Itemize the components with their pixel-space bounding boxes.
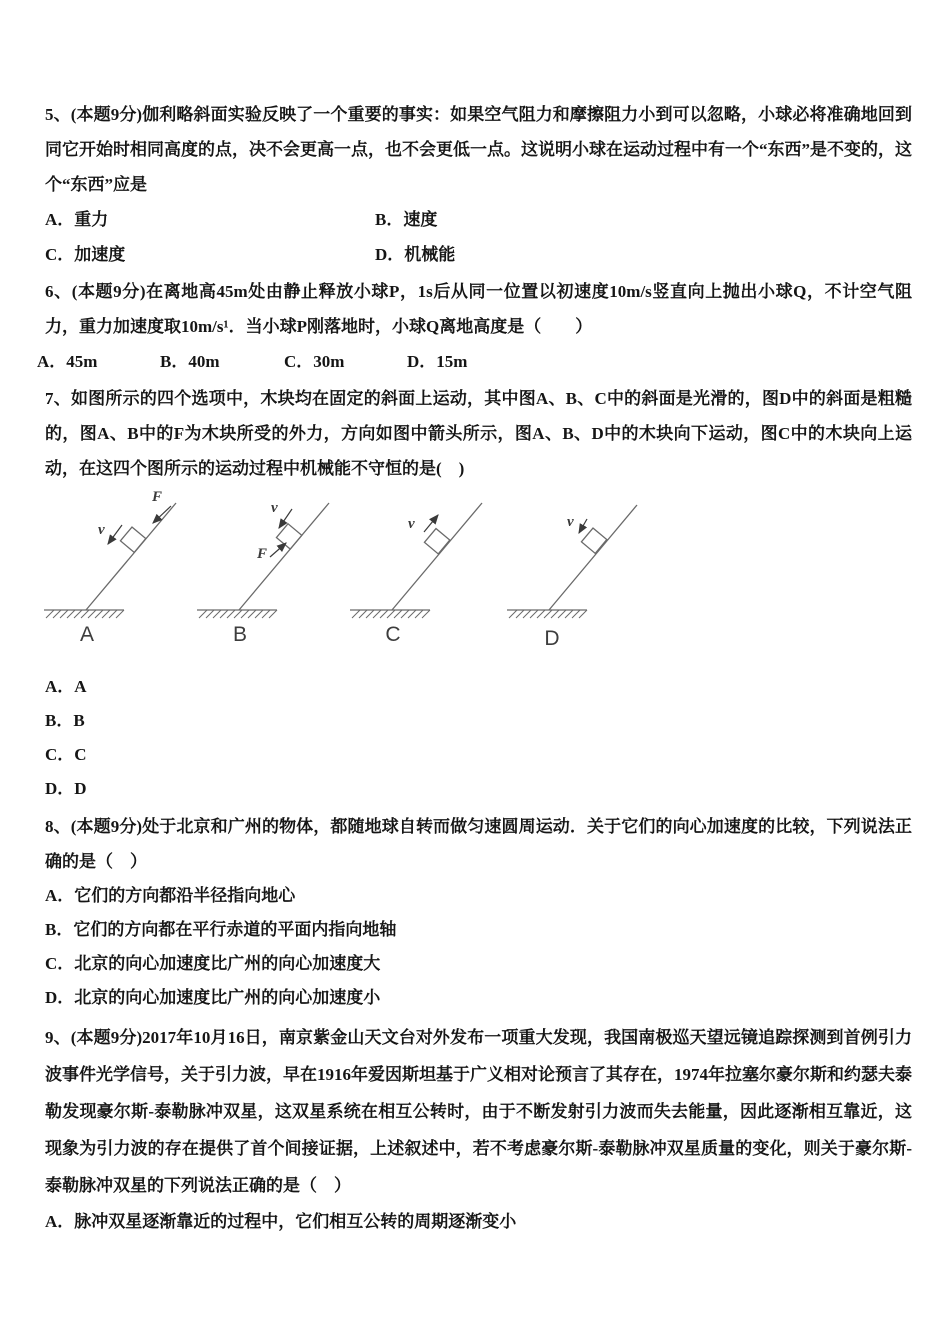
- question-8-option-c: C．北京的向心加速度比广州的向心加速度大: [45, 954, 381, 973]
- question-6: [37, 274, 912, 379]
- question-7-option-a: A．A: [45, 677, 87, 696]
- question-5-option-a: A．重力: [45, 210, 109, 229]
- question-8-option-b: B．它们的方向都在平行赤道的平面内指向地轴: [45, 920, 397, 939]
- question-7-option-d: D．D: [45, 779, 87, 798]
- question-8: [45, 809, 912, 1015]
- incline-diagram-b: [193, 487, 343, 652]
- incline-drawing-a: [40, 487, 190, 652]
- velocity-label-c: v: [408, 516, 415, 532]
- force-label-a: F: [152, 489, 163, 505]
- question-6-option-a: A．45m: [37, 352, 98, 371]
- incline-diagram-c: [346, 487, 496, 652]
- question-5-option-d: D．机械能: [375, 245, 456, 264]
- question-9: [45, 1019, 912, 1239]
- velocity-label-d: v: [567, 514, 574, 530]
- question-7-options: [45, 670, 912, 806]
- question-5-option-c: C．加速度: [45, 245, 126, 264]
- question-9-options: [45, 1204, 912, 1239]
- question-5-option-b: B．速度: [375, 210, 438, 229]
- question-9-stem: 9、(本题9分)2017年10月16日，南京紫金山天文台对外发布一项重大发现，我国南极巡天望远镜追踪探测到首例引力波事件光学信号，关于引力波，早在1916年爱因斯坦基于广义相对论预言了其存在，1974年拉塞尔豪尔斯和约瑟夫泰勒发现豪尔斯-泰勒脉冲双星，这双星系统在相互公转时，由于不断发射引力波而失去能量，因此逐渐相互靠近，这现象为引力波的存在提供了首个间接证据，上述叙述中，若不考虑豪尔斯-泰勒脉冲双星质量的变化，则关于豪尔斯-泰勒脉冲双星的下列说法正确的是（ ）: [45, 1028, 912, 1195]
- question-9-option-a: A．脉冲双星逐渐靠近的过程中，它们相互公转的周期逐渐变小: [45, 1212, 517, 1231]
- question-6-stem: 6、(本题9分)在离地高45m处由静止释放小球P，1s后从同一位置以初速度10m/s竖直向上抛出小球Q，不计空气阻力，重力加速度取10m/s¹．当小球P刚落地时，小球Q离地高度是（ ）: [45, 282, 912, 336]
- question-6-option-d: D．15m: [407, 352, 468, 371]
- question-6-option-c: C．30m: [284, 352, 345, 371]
- question-7-figure: [40, 487, 912, 652]
- question-8-option-d: D．北京的向心加速度比广州的向心加速度小: [45, 988, 381, 1007]
- question-7-stem: 7、如图所示的四个选项中，木块均在固定的斜面上运动，其中图A、B、C中的斜面是光滑的，图D中的斜面是粗糙的，图A、B中的F为木块所受的外力，方向如图中箭头所示，图A、B、D中的木块向下运动，图C中的木块向上运动，在这四个图所示的运动过程中机械能不守恒的是( ): [45, 389, 912, 478]
- question-7-option-c: C．C: [45, 745, 87, 764]
- question-6-option-b: B．40m: [160, 352, 220, 371]
- incline-diagram-a: [40, 487, 190, 652]
- question-8-stem: 8、(本题9分)处于北京和广州的物体，都随地球自转而做匀速圆周运动．关于它们的向心加速度的比较，下列说法正确的是（ ）: [45, 817, 912, 871]
- question-8-options: [45, 879, 912, 1015]
- incline-drawing-c: [346, 487, 496, 652]
- question-6-options: [37, 344, 912, 379]
- force-arrow-b: [270, 543, 286, 557]
- velocity-arrow-d: [579, 519, 587, 533]
- question-8-option-a: A．它们的方向都沿半径指向地心: [45, 886, 296, 905]
- incline-drawing-d: [499, 487, 649, 652]
- question-7-option-b: B．B: [45, 711, 85, 730]
- question-5: [45, 97, 912, 272]
- diagram-letter-d: D: [544, 627, 560, 650]
- incline-drawing-b: [193, 487, 343, 652]
- diagram-letter-a: A: [79, 623, 94, 646]
- question-5-stem: 5、(本题9分)伽利略斜面实验反映了一个重要的事实：如果空气阻力和摩擦阻力小到可以忽略，小球必将准确地回到同它开始时相同高度的点，决不会更高一点，也不会更低一点。这说明小球在运动过程中有一个“东西”是不变的，这个“东西”应是: [45, 105, 912, 194]
- diagram-letter-b: B: [232, 623, 247, 646]
- diagram-letter-c: C: [385, 623, 401, 646]
- question-7: [45, 381, 912, 806]
- question-5-options: [45, 202, 912, 272]
- velocity-label-a: v: [98, 522, 105, 538]
- incline-diagram-d: [499, 487, 649, 652]
- force-label-b: F: [257, 546, 268, 562]
- velocity-label-b: v: [271, 500, 278, 516]
